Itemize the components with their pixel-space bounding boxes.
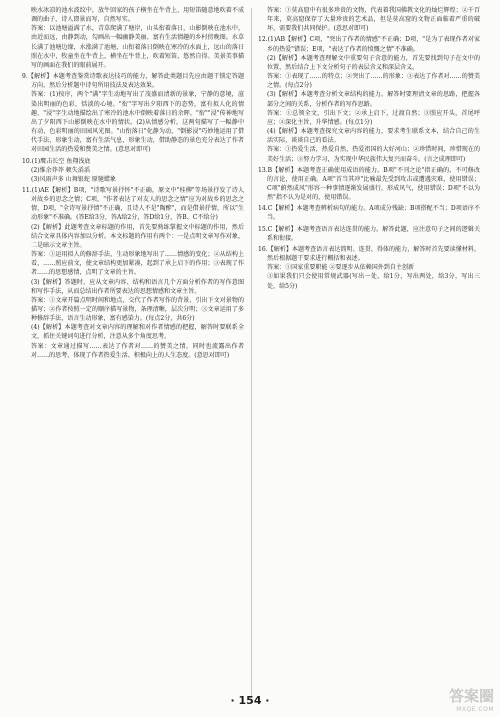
paragraph: 答案：①文章开篇点明时间和地点，交代了作者写作的背景，引出下文对景物的描写；②作者按照一定的顺序描写景物，条理清晰，层次分明；③文章运用了多种修辞手法，语言生动形象，富有感染力。(每点2分，共6分)	[31, 296, 244, 323]
question-paragraph: 14.C【解析】本题考查辨析病句的能力。A项成分残缺；B项搭配不当；D项语序不当。	[258, 205, 480, 222]
question-paragraph: 16.【解析】本题考查语言表达简明、连贯、得体的能力，解答时首先要读懂材料，然后根据题干要求进行概括和表述。	[258, 245, 480, 263]
watermark-text: 答案圈	[448, 687, 494, 705]
paragraph: 答案：文章通过描写……表达了作者对……的赞美之情，同时也流露出作者对……的思考，体现了作者热爱生活、积极向上的人生态度。(意思对即可)	[31, 342, 244, 359]
question-paragraph: 13.B【解析】本题考查正确使用成语的能力。B项"不刊之论"指正确的、不可修改的言论，使用正确。A项"首当其冲"比喻最先受到攻击或遭遇灾难，使用错误；C项"蔚然成风"形容一种事情逐渐发展盛行，形成风气，使用错误；D项"不以为然"指不认为是对的，使用错误。	[258, 166, 480, 202]
paragraph: 答案：①总领全文，引出下文；②承上启下，过渡自然；③照应开头，首尾呼应；④深化主旨，升华情感。(每点1分)	[267, 109, 480, 126]
paragraph: 答案：①莫高窟中有很多珍贵的文物，代表着我国佛教文化的灿烂辉煌；②千百年来，莫高窟保存了大量珍贵的艺术品，但是莫高窟的文物正面临着严重的破坏，需要我们共同保护。(意思对即可)	[267, 7, 480, 33]
paragraph: (2)惟余莽莽 顿失滔滔	[31, 166, 90, 174]
page-number: · 154 ·	[230, 694, 270, 707]
question-paragraph: 10.(1)鹰击长空 鱼翔浅底	[22, 157, 91, 165]
paragraph: ③如果我们只会使用常规武器(写出一处，给1分，写出两处，给3分，写出三处，给5分)	[267, 273, 480, 290]
paragraph: 答案：(1)按序，两个"满"字生动地写出了茂盛而清新的景象，宁静的意境，渲染出明丽的色彩，恬淡的心境。"衔"字写出夕阳西下的态势，富有拟人化的情趣，"浸"字生动地描绘出了寒冷的池水中倒映着落日的余晖，"衔""浸"传神地写出了夕阳西下山影倒映在水中的情状。(2)从情感分析，这两句描写了一幅静中有动、色彩明丽的田园风光图。"山衔落日"化静为动，"倒影浸"巧妙地运用了借代手法，形象生动，富有生活气息，形象生动，借助静态的景色充分表达了作者对田园生活的热爱和赞美之情。(意思对即可)	[31, 91, 244, 154]
site-watermark	[449, 685, 494, 713]
paragraph: 答案：以池塘溢满了水，青草爬满了塘岸，山头衔着落日，山影倒映在池水中，由近而远，由静到动，勾画出一幅幽静美丽、富有生活情趣的乡村傍晚图。水草长满了池塘边缘，水涨满了池塘，山衔着落日倒映在寒冷的水面上，远山的落日照在水中，牧童坐在牛背上，横坐在牛背上，吹着短笛，悠然自得。美景美事描写的画面在我们的眼前展开。	[31, 25, 244, 69]
document-page	[22, 6, 480, 696]
paragraph: (3)风雨声多 山舞银蛇 原驰蜡象	[31, 175, 116, 183]
question-paragraph: 15.C【解析】本题考查语言表达连贯的能力。解答此题，应注意句子之间的逻辑关系和衔接。	[258, 225, 480, 242]
paragraph: 映水冰凉的池水波纹中，放牛回家的孩子横坐在牛背上，用短笛随意地吹着不成调的曲子，诗人即景而写，自然写实。	[31, 7, 244, 24]
paragraph: 答案：①热爱生活，热爱自然，热爱祖国的大好河山；②珍惜时间，珍惜现在的美好生活；③努力学习，为实现中华民族伟大复兴而奋斗。(言之成理即可)	[267, 146, 480, 163]
watermark-url: MXQE.COM	[456, 706, 494, 713]
question-paragraph: 9.【解析】本题考查鉴赏诗歌表达技巧的能力，解答此类题目先应由题干锁定答题方向，然后分析题中诗句所用技法及表达效果。	[22, 73, 244, 90]
paragraph: (3)【解析】答题时，应从文章内容、结构和语言几个方面分析作者的写作意图和写作手法，从而总结出作者所要表达的思想情感和文章主旨。	[31, 278, 244, 295]
paragraph: (2)【解析】此题考查文章标题的作用，首先要熟练掌握文中标题的作用，然后结合文章具体内容加以分析。本文标题的作用有两个：一是点明文章写作对象，二是暗示文章主旨。	[31, 223, 244, 249]
paragraph: (2)【解析】本题考查理解文中重要句子含意的能力，首先要找到句子在文中的位置，然后结合上下文分析句子的表层含义和深层含义。	[267, 54, 480, 71]
right-column	[258, 6, 480, 291]
question-paragraph: 11.(1)AE【解析】B项，"诗歌写景抒怀"不正确，原文中"桂柳"等场景抒发了诗人对故乡的思念之情；C项，"作者表达了对友人的思念之情"应为对故乡的思念之情，D项，"全诗写景抒情"不正确，且诗人不是"陶醉"，而是借景抒情，所以"生动形象"不准确。(答E给3分，答A给2分，答D给1分，答B、C不给分)	[22, 186, 244, 222]
left-column	[22, 6, 244, 360]
paragraph: (4)【解析】本题考查对文章内容的理解和对作者情感的把握，解答时要联系全文，抓住关键词句进行分析，注意从多个角度思考。	[31, 324, 244, 341]
paragraph: 答案：①国家重要职能 ②要逐步从依赖国外到自主创新	[267, 264, 415, 272]
question-paragraph: 12.(1)AB【解析】C项，"突出了作者的情感"不正确；D项，"是为了表现作者对家乡的热爱"错误；E项，"表达了作者的愤慨之情"不准确。	[258, 36, 480, 53]
paragraph: 答案：①表现了……的特点；②突出了……的形象；③表达了作者对……的赞美之情。(每点2分)	[267, 73, 480, 90]
paragraph: (4)【解析】本题考查探究文章内容的能力，要求考生联系文本，结合自己的生活实际，谈谈自己的看法。	[267, 128, 480, 145]
paragraph: 答案：①运用拟人的修辞手法，生动形象地写出了……情感的变化；②从结构上看，……照应前文，使文章结构更加紧凑，起到了承上启下的作用；③表现了作者……的思想感情，点明了文章的主旨。	[31, 251, 244, 277]
paragraph: (3)【解析】本题考查分析文章结构的能力。解答时要理清文章的思路，把握各部分之间的关系，分析作者的写作思路。	[267, 91, 480, 108]
column-divider	[251, 8, 252, 698]
